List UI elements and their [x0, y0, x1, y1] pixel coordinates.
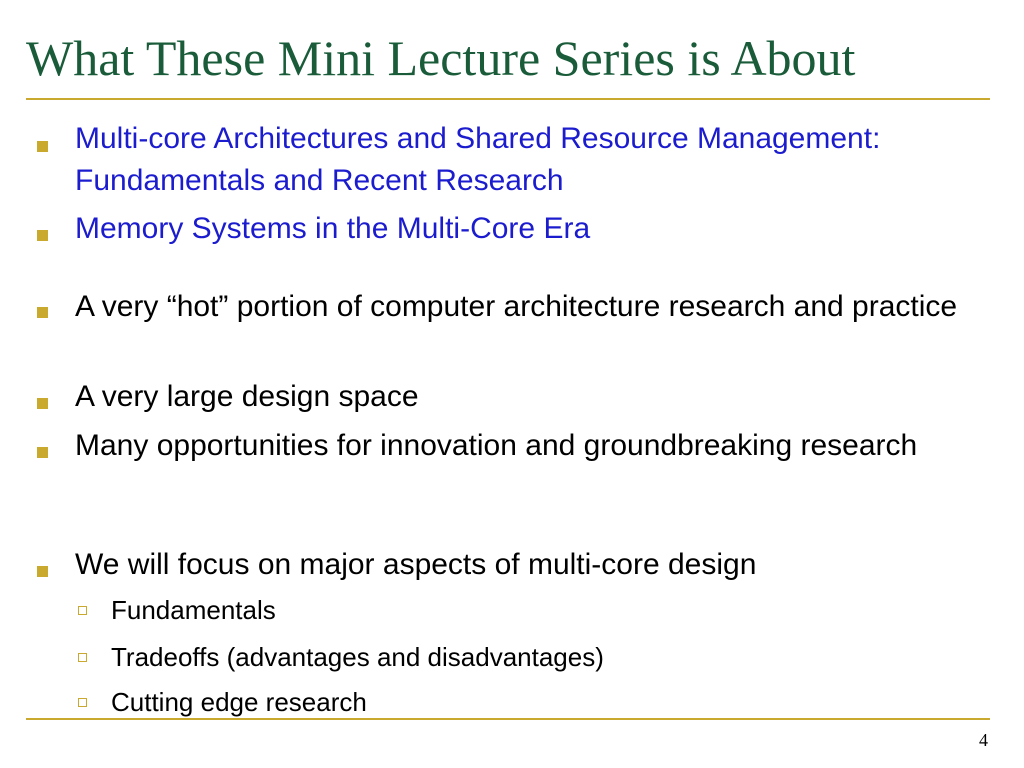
footer-divider: [26, 718, 990, 720]
sub-bullet-box-icon: [78, 606, 87, 615]
bullet-square-icon: [37, 398, 48, 409]
sub-bullet-box-icon: [78, 653, 87, 662]
sub-bullet-item: Cutting edge research: [111, 687, 367, 717]
bullet-square-icon: [37, 566, 48, 577]
bullet-item: We will focus on major aspects of multi-core design: [75, 548, 757, 581]
bullet-square-icon: [37, 230, 48, 241]
sub-bullet-box-icon: [78, 698, 87, 707]
bullet-square-icon: [37, 141, 48, 152]
bullet-item: A very “hot” portion of computer architecture research and practice: [75, 290, 958, 323]
sub-bullet-item: Tradeoffs (advantages and disadvantages): [111, 642, 604, 672]
page-number: 4: [979, 730, 988, 750]
bullet-item: A very large design space: [75, 380, 419, 413]
bullet-item: Memory Systems in the Multi-Core Era: [75, 212, 591, 245]
bullet-square-icon: [37, 307, 48, 318]
slide-title: What These Mini Lecture Series is About: [26, 30, 856, 86]
sub-bullet-item: Fundamentals: [111, 595, 276, 625]
bullet-item: Many opportunities for innovation and groundbreaking research: [75, 429, 918, 462]
bullet-item: Multi-core Architectures and Shared Resource Management: Fundamentals and Recent Research: [75, 122, 881, 197]
bullet-square-icon: [37, 447, 48, 458]
